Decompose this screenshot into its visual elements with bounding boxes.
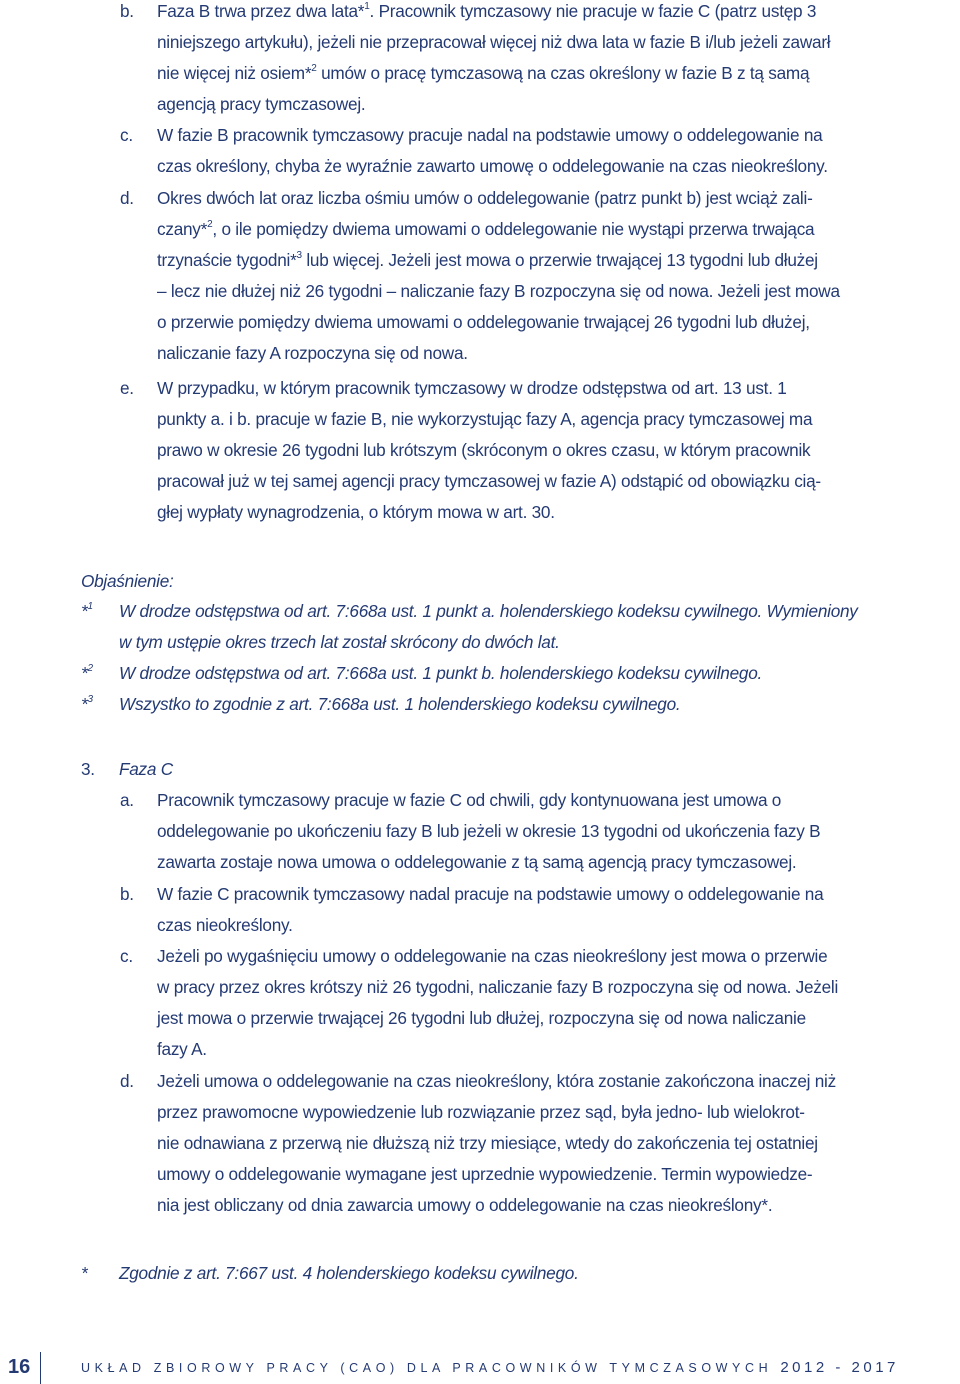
- footnote-ref: 3: [296, 250, 302, 262]
- text-line: [157, 879, 823, 910]
- footnote-ref: 1: [364, 1, 370, 13]
- text-segment: lub więcej. Jeżeli jest mowa o przerwie trwającej 13 tygodni lub dłużej: [301, 250, 818, 270]
- text-line: [157, 27, 830, 58]
- footer-divider: [40, 1352, 41, 1384]
- text-segment: czas nieokreślony.: [157, 915, 293, 935]
- text-segment: w pracy przez okres krótszy niż 26 tygodni, naliczanie fazy B rozpoczyna się od nowa. Jeżeli: [157, 977, 839, 997]
- list-item: [120, 373, 958, 528]
- text-line: [157, 466, 821, 497]
- note-star: *: [81, 694, 88, 714]
- text-segment: czas określony, chyba że wyraźnie zawarto umowę o oddelegowanie na czas nieokreślony.: [157, 156, 828, 176]
- text-segment: oddelegowanie po ukończeniu fazy B lub jeżeli w okresie 13 tygodni od ukończenia fazy B: [157, 821, 821, 841]
- text-segment: zawarta zostaje nowa umowa o oddelegowanie z tą samą agencją pracy tymczasowej.: [157, 852, 797, 872]
- item-letter: a.: [120, 790, 134, 810]
- text-line: [157, 1159, 812, 1190]
- item-letter: d.: [120, 1071, 134, 1091]
- note-star: *: [81, 663, 88, 683]
- note-mark: [81, 689, 93, 720]
- footnote-ref: 2: [207, 219, 213, 231]
- text-line: [157, 1190, 772, 1221]
- note-number: 2: [87, 663, 93, 675]
- text-segment: nia jest obliczany od dnia zawarcia umowy o oddelegowanie na czas nieokreślony*.: [157, 1195, 773, 1215]
- text-segment: głej wypłaty wynagrodzenia, o którym mowa w art. 30.: [157, 502, 555, 522]
- explanation-note: [81, 689, 959, 720]
- text-segment: umów o pracę tymczasową na czas określony w fazie B z tą samą: [316, 63, 810, 83]
- text-segment: Faza B trwa przez dwa lata*: [157, 1, 365, 21]
- explanation-note: [81, 658, 959, 689]
- note-star: *: [81, 601, 88, 621]
- text-line: [157, 941, 827, 972]
- explanation-note: [81, 596, 959, 658]
- explanation-title: Objaśnienie:: [81, 571, 174, 591]
- text-segment: fazy A.: [157, 1039, 207, 1059]
- text-segment: trzynaście tygodni*: [157, 250, 297, 270]
- text-segment: nie więcej niż osiem*: [157, 63, 312, 83]
- list-item: [120, 941, 958, 1065]
- text-line: [157, 497, 555, 528]
- note-line: W drodze odstępstwa od art. 7:668a ust. 1 punkt b. holenderskiego kodeksu cywilnego.: [119, 663, 763, 683]
- item-letter: b.: [120, 884, 134, 904]
- section-title: Faza C: [119, 759, 173, 779]
- page-footer: [0, 1352, 960, 1384]
- text-segment: umowy o oddelegowanie wymagane jest uprzednie wypowiedzenie. Termin wypowiedze-: [157, 1164, 813, 1184]
- text-line: [157, 307, 810, 338]
- note-mark: [81, 658, 93, 689]
- list-item: [120, 120, 958, 182]
- text-segment: punkty a. i b. pracuje w fazie B, nie wykorzystując fazy A, agencja pracy tymczasowej ma: [157, 409, 813, 429]
- list-item: [120, 785, 958, 878]
- text-segment: agencją pracy tymczasowej.: [157, 94, 366, 114]
- text-line: [157, 338, 468, 369]
- text-segment: Jeżeli po wygaśnięciu umowy o oddelegowanie na czas nieokreślony jest mowa o przerwie: [157, 946, 828, 966]
- text-line: [157, 1097, 805, 1128]
- note-line: W drodze odstępstwa od art. 7:668a ust. 1 punkt a. holenderskiego kodeksu cywilnego. Wymieniony: [119, 601, 858, 621]
- footnote-mark: *: [81, 1263, 88, 1283]
- text-line: [157, 89, 365, 120]
- text-segment: W fazie B pracownik tymczasowy pracuje nadal na podstawie umowy o oddelegowanie na: [157, 125, 823, 145]
- text-segment: pracował już w tej samej agencji pracy tymczasowej w fazie A) odstąpić od obowiązku cią-: [157, 471, 821, 491]
- footnote-text: Zgodnie z art. 7:667 ust. 4 holenderskiego kodeksu cywilnego.: [119, 1263, 579, 1283]
- text-segment: naliczanie fazy A rozpoczyna się od nowa.: [157, 343, 468, 363]
- text-line: [157, 972, 838, 1003]
- text-line: [157, 183, 813, 214]
- text-segment: . Pracownik tymczasowy nie pracuje w fazie C (patrz ustęp 3: [369, 1, 817, 21]
- text-line: [157, 1003, 806, 1034]
- text-line: [157, 245, 818, 276]
- text-segment: prawo w okresie 26 tygodni lub krótszym (skróconym o okres czasu, w którym pracownik: [157, 440, 811, 460]
- running-title-text: UKŁAD ZBIOROWY PRACY (CAO) DLA PRACOWNIKÓW TYMCZASOWYCH: [81, 1361, 773, 1375]
- section-number: 3.: [81, 759, 95, 779]
- item-letter: e.: [120, 378, 134, 398]
- text-line: [157, 151, 828, 182]
- item-letter: d.: [120, 188, 134, 208]
- text-segment: o przerwie pomiędzy dwiema umowami o oddelegowanie trwającej 26 tygodni lub dłużej,: [157, 312, 810, 332]
- item-letter: b.: [120, 1, 134, 21]
- text-line: [157, 435, 810, 466]
- text-segment: – lecz nie dłużej niż 26 tygodni – naliczanie fazy B rozpoczyna się od nowa. Jeżeli jest mowa: [157, 281, 840, 301]
- running-title: [81, 1359, 899, 1376]
- list-item: [120, 183, 958, 369]
- list-item: [120, 0, 958, 120]
- text-line: [157, 1034, 207, 1065]
- text-line: [157, 276, 840, 307]
- text-segment: Pracownik tymczasowy pracuje w fazie C od chwili, gdy kontynuowana jest umowa o: [157, 790, 782, 810]
- text-segment: jest mowa o przerwie trwającej 26 tygodni lub dłużej, rozpoczyna się od nowa naliczanie: [157, 1008, 806, 1028]
- item-letter: c.: [120, 125, 133, 145]
- text-segment: nie odnawiana z przerwą nie dłuższą niż trzy miesiące, wtedy do zakończenia tej ostatniej: [157, 1133, 818, 1153]
- text-segment: W fazie C pracownik tymczasowy nadal pracuje na podstawie umowy o oddelegowanie na: [157, 884, 824, 904]
- footnote-ref: 2: [311, 63, 317, 75]
- item-letter: c.: [120, 946, 133, 966]
- text-segment: W przypadku, w którym pracownik tymczasowy w drodze odstępstwa od art. 13 ust. 1: [157, 378, 787, 398]
- text-segment: niniejszego artykułu), jeżeli nie przepracował więcej niż dwa lata w fazie B i/lub jeżeli zawarł: [157, 32, 831, 52]
- text-segment: , o ile pomiędzy dwiema umowami o oddelegowanie nie wystąpi przerwa trwająca: [212, 219, 815, 239]
- list-item: [120, 879, 958, 941]
- text-line: [157, 785, 781, 816]
- note-mark: [81, 596, 93, 627]
- text-line: [157, 0, 816, 27]
- text-line: [157, 58, 809, 89]
- note-number: 1: [87, 601, 93, 613]
- running-title-years: 2012 - 2017: [780, 1359, 899, 1376]
- note-line: w tym ustępie okres trzech lat został skrócony do dwóch lat.: [119, 632, 560, 652]
- text-line: [157, 910, 293, 941]
- note-number: 3: [87, 694, 93, 706]
- page-number: 16: [8, 1356, 31, 1378]
- text-line: [157, 214, 814, 245]
- text-line: [157, 1066, 836, 1097]
- text-line: [157, 120, 822, 151]
- text-segment: czany*: [157, 219, 208, 239]
- text-segment: Okres dwóch lat oraz liczba ośmiu umów o oddelegowanie (patrz punkt b) jest wciąż zali-: [157, 188, 813, 208]
- text-line: [157, 816, 820, 847]
- text-segment: Jeżeli umowa o oddelegowanie na czas nieokreślony, która zostanie zakończona inaczej niż: [157, 1071, 836, 1091]
- text-line: [157, 404, 812, 435]
- text-segment: przez prawomocne wypowiedzenie lub rozwiązanie przez sąd, była jedno- lub wielokrot-: [157, 1102, 805, 1122]
- list-item: [120, 1066, 958, 1221]
- text-line: [157, 373, 787, 404]
- note-line: Wszystko to zgodnie z art. 7:668a ust. 1 holenderskiego kodeksu cywilnego.: [119, 694, 681, 714]
- text-line: [157, 847, 796, 878]
- text-line: [157, 1128, 818, 1159]
